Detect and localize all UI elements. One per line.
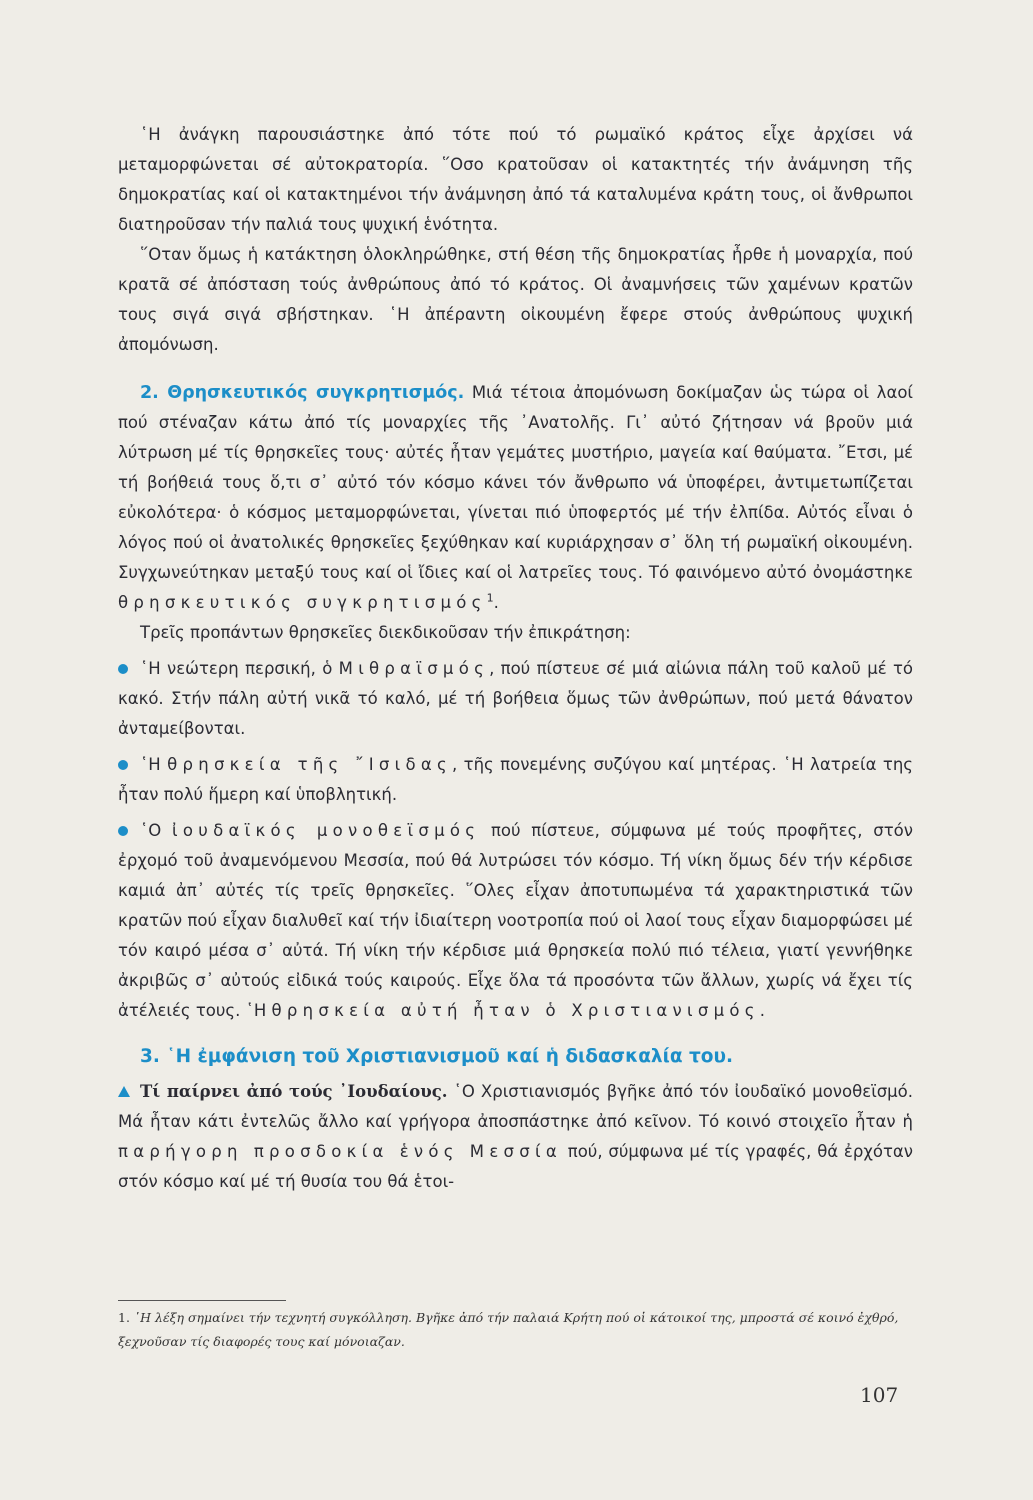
list-item-mithraism	[118, 654, 913, 744]
intro-paragraph-1: ῾Η ἀνάγκη παρουσιάστηκε ἀπό τότε πού τό ρωμαϊκό κράτος εἶχε ἀρχίσει νά μεταμορφώνεται σέ αὐτοκρατορία. ῞Οσο κρατοῦσαν οἱ κατακτητές τήν ἀνάμνηση τῆς δημοκρατίας καί οἱ κατακτημένοι τήν ἀνάμνηση ἀπό τά καταλυμένα κράτη τους, οἱ ἄνθρωποι διατηροῦσαν τήν παλιά τους ψυχική ἑνότητα.	[118, 125, 913, 234]
list-item-text-end: .	[759, 1001, 765, 1020]
footnote-divider	[118, 1300, 286, 1301]
syncretism-term: θρησκευτικός συγκρητισμός	[118, 593, 487, 612]
list-item-text: ῾Η νεώτερη περσική, ὁ	[140, 659, 339, 678]
list-item-term: θρησκεία τῆς ῎Ισιδας	[167, 755, 452, 774]
footnote-text: ῾Η λέξη σημαίνει τήν τεχνητή συγκόλληση. Βγῆκε ἀπό τήν παλαιά Κρήτη πού οἱ κάτοικοί της, μπροστά σέ κοινό ἐχθρό, ξεχνοῦσαν τίς διαφορές τους καί μόνοιαζαν.	[118, 1310, 899, 1349]
section-2-heading: 2. Θρησκευτικός συγκρητισμός.	[140, 383, 465, 403]
page-body	[118, 120, 913, 1197]
section-3-text-end: πού, σύμφωνα μέ τίς γραφές, θά ἐρχόταν στόν κόσμο καί μέ τή θυσία του θά ἑτοι-	[118, 1142, 913, 1191]
section-2-text-end: .	[493, 593, 499, 612]
christianity-term: θρησκεία αὐτή ἦταν ὁ Χριστιανισμός	[271, 1001, 760, 1020]
section-3-paragraph	[118, 1077, 913, 1197]
section-3-text: ῾Ο Χριστιανισμός βγῆκε ἀπό τόν ἰουδαϊκό μονοθεϊσμό. Μά ἦταν κάτι ἐντελῶς ἄλλο καί γρήγορα ἀποσπάστηκε ἀπό κεῖνον. Τό κοινό στοιχεῖο ἦταν ἡ	[118, 1082, 914, 1131]
section-2-intro-list: Τρεῖς προπάντων θρησκεῖες διεκδικοῦσαν τήν ἐπικράτηση:	[140, 623, 631, 642]
list-item-text: πού πίστευε, σύμφωνα μέ τούς προφῆτες, στόν ἐρχομό τοῦ ἀναμενόμενου Μεσσία, πού θά λυτρώσει τόν κόσμο. Τή νίκη ὅμως δέν τήν κέρδισε καμιά ἀπ᾿ αὐτές τίς τρεῖς θρησκεῖες. ῞Ολες εἶχαν ἀποτυπωμένα τά χαρακτηριστικά τῶν κρατῶν πού εἶχαν διαλυθεῖ καί τήν ἰδιαίτερη νοοτροπία πού οἱ λαοί τους εἶχαν διαμορφώσει μέ τόν καιρό μέσα σ᾿ αὐτά. Τή νίκη τήν κέρδισε μιά θρησκεία πολύ πιό τέλεια, γιατί γεννήθηκε ἀκριβῶς σ᾿ αὐτούς εἰδικά τούς καιρούς. Εἶχε ὅλα τά προσόντα τῶν ἄλλων, χωρίς νά ἔχει τίς ἀτέλειές τους. ῾Η	[118, 821, 913, 1020]
list-item-isis	[118, 750, 913, 810]
section-2-paragraph	[118, 378, 913, 618]
bullet-dot-icon	[118, 826, 128, 836]
triangle-marker-icon	[118, 1086, 130, 1097]
list-item-term: ἰουδαϊκός μονοθεϊσμός	[172, 821, 481, 840]
list-item-judaism	[118, 816, 913, 1026]
page-number: 107	[860, 1383, 899, 1407]
footnote	[118, 1306, 913, 1354]
list-item-text: ῾Η	[140, 755, 168, 774]
messiah-term: παρήγορη προσδοκία ἑνός Μεσσία	[118, 1142, 563, 1161]
section-2-text: Μιά τέτοια ἀπομόνωση δοκίμαζαν ὡς τώρα οἱ λαοί πού στέναζαν κάτω ἀπό τίς μοναρχίες τῆς ᾿Ανατολῆς. Γι᾿ αὐτό ζήτησαν νά βροῦν μιά λύτρωση μέ τίς θρησκεῖες τους· αὐτές ἦταν γεμάτες μυστήριο, μαγεία καί θαύματα. ῎Ετσι, μέ τή βοήθειά τους ὅ,τι σ᾿ αὐτό τόν κόσμο κάνει τόν ἄνθρωπο νά ὑποφέρει, ἀντιμετωπίζεται εὐκολότερα· ὁ κόσμος μεταμορφώνεται, γίνεται πιό ὑποφερτός μέ τήν ἐλπίδα. Αὐτός εἶναι ὁ λόγος πού οἱ ἀνατολικές θρησκεῖες ξεχύθηκαν καί κυριάρχησαν σ᾿ ὅλη τή ρωμαϊκή οἰκουμένη. Συγχωνεύτηκαν μεταξύ τους καί οἱ ἴδιες καί οἱ λατρεῖες τους. Τό φαινόμενο αὐτό ὀνομάστηκε	[118, 383, 913, 582]
footnote-ref[interactable]: 1	[486, 591, 494, 605]
list-item-text: , τῆς πονεμένης συζύγου καί μητέρας. ῾Η λατρεία της ἦταν πολύ ἥμερη καί ὑποβλητική.	[118, 755, 913, 804]
section-3-heading: 3. ῾Η ἐμφάνιση τοῦ Χριστιανισμοῦ καί ἡ διδασκαλία του.	[140, 1046, 734, 1067]
intro-paragraph-2: ῞Οταν ὅμως ἡ κατάκτηση ὁλοκληρώθηκε, στή θέση τῆς δημοκρατίας ἦρθε ἡ μοναρχία, πού κρατᾶ σέ ἀπόσταση τούς ἀνθρώπους ἀπό τό κράτος. Οἱ ἀναμνήσεις τῶν χαμένων κρατῶν τους σιγά σιγά σβήστηκαν. ῾Η ἀπέραντη οἰκουμένη ἔφερε στούς ἀνθρώπους ψυχική ἀπομόνωση.	[118, 245, 913, 354]
list-item-text: ῾Ο	[140, 821, 173, 840]
list-item-term: Μιθραϊσμός	[338, 659, 490, 678]
section-3-subheading: Τί παίρνει ἀπό τούς ᾿Ιουδαίους.	[140, 1082, 448, 1101]
list-item-text: , πού πίστευε σέ μιά αἰώνια πάλη τοῦ καλοῦ μέ τό κακό. Στήν πάλη αὐτή νικᾶ τό καλό, μέ τή βοήθεια ὅμως τῶν ἀνθρώπων, πού μετά θάνατον ἀνταμείβονται.	[118, 659, 913, 738]
bullet-dot-icon	[118, 664, 128, 674]
footnote-number: 1.	[118, 1310, 130, 1325]
bullet-dot-icon	[118, 760, 128, 770]
